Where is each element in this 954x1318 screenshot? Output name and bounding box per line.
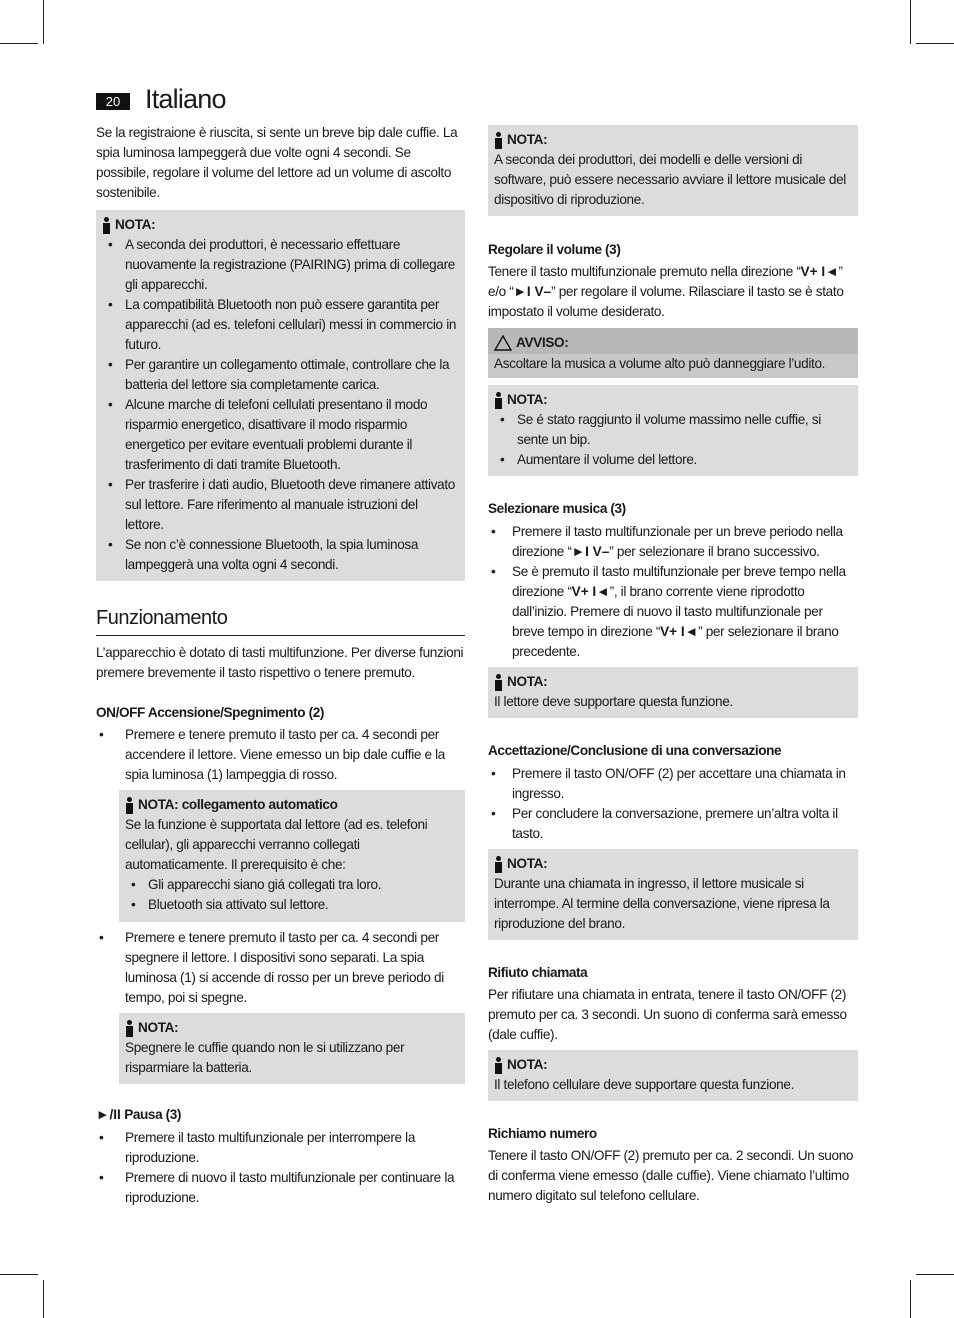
note-text: A seconda dei produttori, dei modelli e delle versioni di software, può essere necessario avviare il lettore musicale del dispositivo di riproduzione.	[494, 152, 846, 207]
note-box	[488, 849, 858, 940]
note-title: NOTA:	[507, 674, 548, 689]
list-item: • Premere il tasto multifunzionale per un breve periodo nella direzione “►I V–” per selezionare il brano successivo.	[488, 522, 858, 562]
crop-mark	[910, 1280, 911, 1318]
list-item: • Gli apparecchi siano giá collegati tra loro.	[125, 875, 459, 895]
note-box	[488, 667, 858, 718]
subheading-volume: Regolare il volume (3)	[488, 242, 621, 257]
crop-mark	[916, 1274, 954, 1275]
list-item: • Premere il tasto multifunzionale per interrompere la riproduzione.	[96, 1128, 465, 1168]
note-title: NOTA: collegamento automatico	[138, 797, 338, 812]
warning-text: Ascoltare la musica a volume alto può danneggiare l’udito.	[494, 356, 826, 371]
note-text: Il telefono cellulare deve supportare questa funzione.	[494, 1077, 795, 1092]
note-list	[102, 235, 459, 575]
list-item: • Se è premuto il tasto multifunzionale per breve tempo nella direzione “V+ I◄”, il brano corrente viene riprodotto dall’inizio. Premere di nuovo il tasto multifunzionale per breve tempo in direzione “V+ I◄” per selezionare il brano precedente.	[488, 562, 858, 662]
list-item: • Premere di nuovo il tasto multifunzionale per continuare la riproduzione.	[96, 1168, 465, 1208]
note-title: NOTA:	[507, 856, 548, 871]
crop-mark	[43, 0, 44, 44]
note-text: Spegnere le cuffie quando non le si utilizzano per risparmiare la batteria.	[125, 1040, 405, 1075]
reject-text: Per rifiutare una chiamata in entrata, tenere il tasto ON/OFF (2) premuto per ca. 3 secondi. Un suono di conferma sarà emesso (dale cuffie).	[488, 987, 847, 1042]
section-heading: Funzionamento	[96, 605, 465, 636]
subheading-select: Selezionare musica (3)	[488, 501, 626, 516]
crop-mark	[910, 0, 911, 44]
page-number: 20	[96, 93, 130, 110]
subheading-redial: Richiamo numero	[488, 1126, 597, 1141]
list-item: • Premere e tenere premuto il tasto per ca. 4 secondi per spegnere il lettore. I dispositivi sono separati. La spia luminosa (1) si accende di rosso per un breve periodo di tempo, poi si spegne.	[96, 928, 465, 1008]
note-title: NOTA:	[115, 217, 156, 232]
list-item: • Alcune marche di telefoni cellulati presentano il modo risparmio energetico, disattivare il modo risparmio energetico per evitare eventuali problemi durante il trasferimento di dati tramite Bluetooth.	[102, 395, 459, 475]
crop-mark	[0, 1274, 38, 1275]
note-title: NOTA:	[507, 392, 548, 407]
info-icon	[494, 392, 503, 409]
list-item: • Per garantire un collegamento ottimale, controllare che la batteria del lettore sia completamente carica.	[102, 355, 459, 395]
redial-text: Tenere il tasto ON/OFF (2) premuto per ca. 2 secondi. Un suono di conferma viene emesso (dalle cuffie). Viene chiamato l’ultimo numero digitato sul telefono cellulare.	[488, 1148, 854, 1203]
section-intro: L’apparecchio è dotato di tasti multifunzione. Per diverse funzioni premere brevemente il tasto rispettivo o tenere premuto.	[96, 645, 464, 680]
note-box-auto	[119, 790, 465, 922]
page-title: Italiano	[145, 84, 226, 114]
note-title: NOTA:	[507, 1057, 548, 1072]
list-item: • Premere il tasto ON/OFF (2) per accettare una chiamata in ingresso.	[488, 764, 858, 804]
note-title: NOTA:	[138, 1020, 179, 1035]
info-icon	[102, 217, 111, 234]
info-icon	[125, 1020, 134, 1037]
info-icon	[125, 797, 134, 814]
info-icon	[494, 132, 503, 149]
info-icon	[494, 674, 503, 691]
list-item: • La compatibilità Bluetooth non può essere garantita per apparecchi (ad es. telefoni cellulari) messi in commercio in futuro.	[102, 295, 459, 355]
note-box	[119, 1013, 465, 1084]
right-column	[488, 125, 858, 1206]
list-item: • Per trasferire i dati audio, Bluetooth deve rimanere attivato sul lettore. Fare riferimento al manuale istruzioni del lettore.	[102, 475, 459, 535]
subheading-reject: Rifiuto chiamata	[488, 965, 588, 980]
subheading-call: Accettazione/Conclusione di una conversazione	[488, 743, 782, 758]
subheading-pausa: ►/II Pausa (3)	[96, 1107, 182, 1122]
crop-mark	[43, 1280, 44, 1318]
list-item: • Per concludere la conversazione, premere un’altra volta il tasto.	[488, 804, 858, 844]
warning-box	[488, 328, 858, 378]
warning-title: AVVISO:	[516, 335, 569, 350]
list-item: • A seconda dei produttori, è necessario effettuare nuovamente la registrazione (PAIRING) prima di collegare gli apparecchi.	[102, 235, 459, 295]
subheading-onoff: ON/OFF Accensione/Spegnimento (2)	[96, 705, 324, 720]
volume-text: Tenere il tasto multifunzionale premuto nella direzione “V+ I◄” e/o “►I V–” per regolare il volume. Rilasciare il tasto se è stato impostato il volume desiderato.	[488, 264, 844, 319]
list-item: • Se non c’è connessione Bluetooth, la spia luminosa lampeggerà una volta ogni 4 secondi.	[102, 535, 459, 575]
note-text: Il lettore deve supportare questa funzione.	[494, 694, 733, 709]
note-box	[96, 210, 465, 581]
play-pause-glyph: ►/II	[96, 1107, 121, 1122]
warning-icon	[494, 335, 512, 351]
note-text: Se la funzione è supportata dal lettore (ad es. telefoni cellular), gli apparecchi verranno collegati automaticamente. Il prerequisito è che:	[125, 817, 428, 872]
intro-paragraph: Se la registraione è riuscita, si sente un breve bip dale cuffie. La spia luminosa lampeggerà due volte ogni 4 secondi. Se possibile, regolare il volume del lettore ad un volume di ascolto sostenibile.	[96, 125, 458, 200]
note-box	[488, 1050, 858, 1101]
list-item: • Premere e tenere premuto il tasto per ca. 4 secondi per accendere il lettore. Viene emesso un bip dale cuffie e la spia luminosa (1) lampeggia di rosso.	[96, 725, 465, 785]
note-text: Durante una chiamata in ingresso, il lettore musicale si interrompe. Al termine della conversazione, viene ripresa la riproduzione del brano.	[494, 876, 830, 931]
crop-mark	[916, 43, 954, 44]
note-title: NOTA:	[507, 132, 548, 147]
list-item: • Aumentare il volume del lettore.	[494, 450, 852, 470]
info-icon	[494, 856, 503, 873]
crop-mark	[0, 43, 38, 44]
note-box	[488, 125, 858, 216]
info-icon	[494, 1057, 503, 1074]
left-column	[96, 123, 465, 1208]
list-item: • Se é stato raggiunto il volume massimo nelle cuffie, si sente un bip.	[494, 410, 852, 450]
note-box	[488, 385, 858, 476]
list-item: • Bluetooth sia attivato sul lettore.	[125, 895, 459, 915]
